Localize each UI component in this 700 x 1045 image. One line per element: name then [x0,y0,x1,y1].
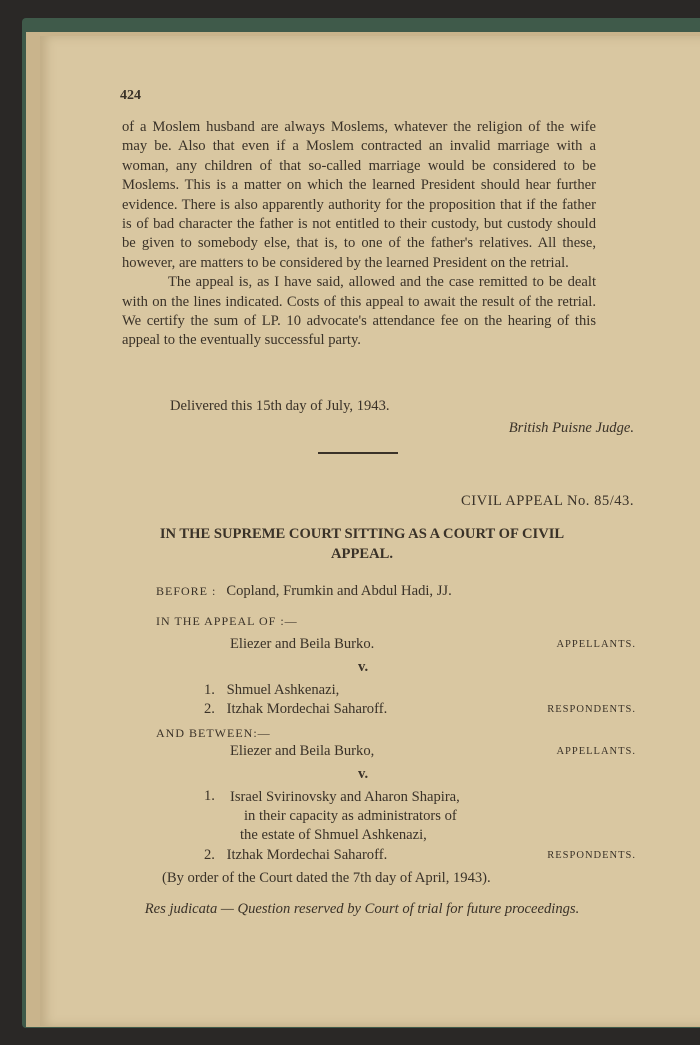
document-page [40,36,700,1026]
respondent-2-1-block [230,788,460,845]
appellants-name-2: Eliezer and Beila Burko, [230,743,375,759]
judge-signature: British Puisne Judge. [508,420,634,436]
respondents-label-1: RESPONDENTS. [547,704,636,715]
respondent-1-1 [204,682,339,699]
respondent-2-1-line: Israel Svirinovsky and Aharon Shapira, [230,789,460,805]
respondent-2-1-line: the estate of Shmuel Ashkenazi, [240,827,427,843]
respondent-name: Shmuel Ashkenazi, [226,682,340,698]
appellants-name-1: Eliezer and Beila Burko. [230,636,375,652]
versus-2: v. [358,766,369,782]
appellants-label-1: APPELLANTS. [556,639,636,650]
and-between-label: AND BETWEEN:— [156,726,271,740]
respondent-num: 1. [204,682,215,698]
court-title: IN THE SUPREME COURT SITTING AS A COURT OF CIVIL APPEAL. [159,526,565,562]
paragraph-1: of a Moslem husband are always Moslems, whatever the religion of the wife may be. Also that even if a Moslem contracted an invalid marriage with a woman, any children of that so-called marriage would be considered to be Moslems. This is a matter on which the learned President should hear further evidence. There is also apparently authority for the proposition that if the father is of bad character the father is not entitled to their custody, but custody should be given to somebody else, that is, to one of the father's relatives. All these, however, are matters to be considered by the learned President on the retrial. [122,119,596,271]
before-judges: Copland, Frumkin and Abdul Hadi, JJ. [226,583,452,599]
paragraph-2: The appeal is, as I have said, allowed and the case remitted to be dealt with on the lines indicated. Costs of this appeal to await the result of the retrial. We certify the sum of LP. 10 advocate's attendance fee on the hearing of this appeal to the eventually successful party. [122,274,596,349]
judgment-text [122,118,596,351]
case-number: CIVIL APPEAL No. 85/43. [461,493,634,509]
respondent-2-1-number: 1. [204,788,215,804]
respondent-name: Itzhak Mordechai Saharoff. [226,847,388,863]
before-line [156,582,452,600]
respondent-1-2 [204,701,387,718]
respondent-num: 2. [204,847,215,863]
section-divider [318,452,398,454]
before-label: BEFORE : [156,584,217,598]
respondent-name: Itzhak Mordechai Saharoff. [226,701,388,717]
versus-1: v. [358,659,369,675]
headnote: Res judicata — Question reserved by Court of trial for future proceedings. [144,901,580,917]
appeal-of-label: IN THE APPEAL OF :— [156,614,298,628]
delivered-line: Delivered this 15th day of July, 1943. [170,398,390,414]
order-line: (By order of the Court dated the 7th day of April, 1943). [162,870,491,886]
page-number: 424 [120,88,141,103]
respondent-num: 2. [204,701,215,717]
appellants-label-2: APPELLANTS. [556,746,636,757]
respondent-2-2 [204,847,387,864]
respondent-2-1-line: in their capacity as administrators of [244,808,457,824]
respondents-label-2: RESPONDENTS. [547,850,636,861]
